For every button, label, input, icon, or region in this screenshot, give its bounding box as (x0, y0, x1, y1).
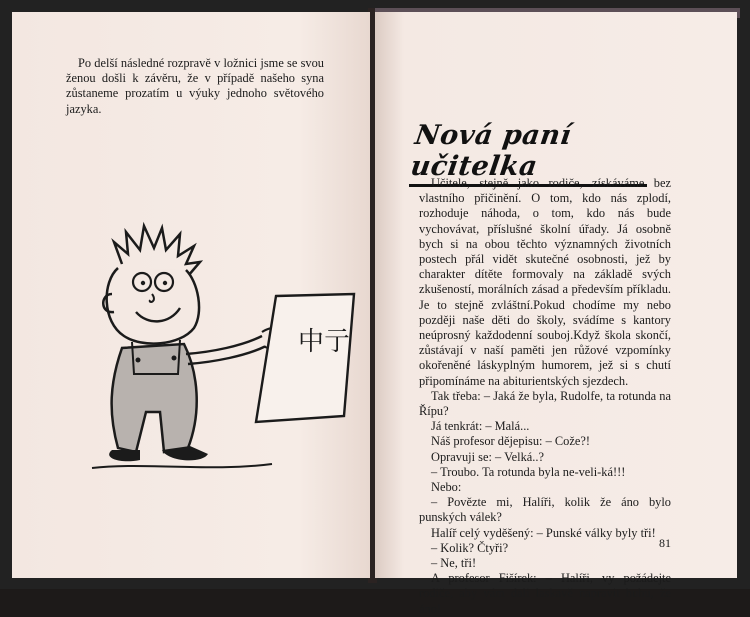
overalls (112, 344, 197, 452)
paper-sign (256, 294, 354, 422)
overalls-button-left (136, 358, 141, 363)
dialogue-line: – Kolik? Čtyři? (431, 540, 509, 555)
dialogue-line: Náš profesor dějepisu: – Cože?! (431, 434, 590, 449)
page-number: 81 (659, 536, 671, 550)
intro-paragraph: Učitele, stejně jako rodiče, získáváme bez vlastního přičinění. O tom, kdo nás zplodí, rozhoduje náhoda, o tom, kdo nás bude vychovávat, příslušné školní úřady. Já osobně bych si na obou těchto významných životních postech přál vidět skutečné osobnosti, jež by charakter dítěte formovaly na základě svých zkušeností, morálních zásad a především příkladu. Je to stejně zvláštní.Pokud chodíme my nebo později naše děti do školy, svádíme s kantory neúprosný každodenní souboj.Když škola skončí, zůstávají v naší paměti jen růžové vzpomínky okořeněné láskyplným humorem, jež si s chutí připomínáme na abiturientských sjezdech. (419, 176, 671, 388)
dialogue-line: – Troubo. Ta rotunda byla ne-veli-ká!!! (431, 464, 626, 479)
head-outline (107, 268, 199, 344)
overalls-button-right (172, 356, 177, 361)
eye-left (141, 281, 145, 285)
eye-right (163, 281, 167, 285)
dialogue-line: – Povězte mi, Halíři, kolik že áno bylo punských válek? (419, 495, 671, 525)
dialogue-block (419, 389, 671, 617)
dialogue-line: Halíř celý vyděšený: – Punské války byly tři! (431, 525, 656, 540)
right-page (375, 12, 737, 616)
ground-line (92, 464, 272, 468)
cartoon-boy-illustration (62, 212, 362, 502)
dialogue-line: Opravuji se: – Velká..? (431, 449, 544, 464)
dialogue-line: Já tenkrát: – Malá... (431, 419, 530, 434)
left-page-text (66, 56, 324, 117)
left-shoe (109, 450, 140, 461)
dialogue-line: Tak třeba: – Jaká že byla, Rudolfe, ta rotunda na Řípu? (419, 388, 671, 419)
chapter-title: Nová paní učitelka (408, 120, 574, 182)
dialogue-line: Nebo: (431, 480, 462, 495)
right-page-text (419, 176, 671, 617)
dialogue-line: A profesor Fišírek: – Halíři, vy požádejte rodiče, aby vám dali laskavě napravit hubu, že áno! (419, 571, 671, 616)
left-page (12, 12, 370, 578)
dialogue-line: – Ne, tři! (431, 556, 477, 571)
sign-scribble: 中亍 (298, 327, 351, 357)
left-paragraph: Po delší následné rozpravě v ložnici jsme se svou ženou došli k závěru, že v případě našeho syna zůstaneme prozatím u výuky jednoho světového jazyka. (66, 56, 324, 116)
